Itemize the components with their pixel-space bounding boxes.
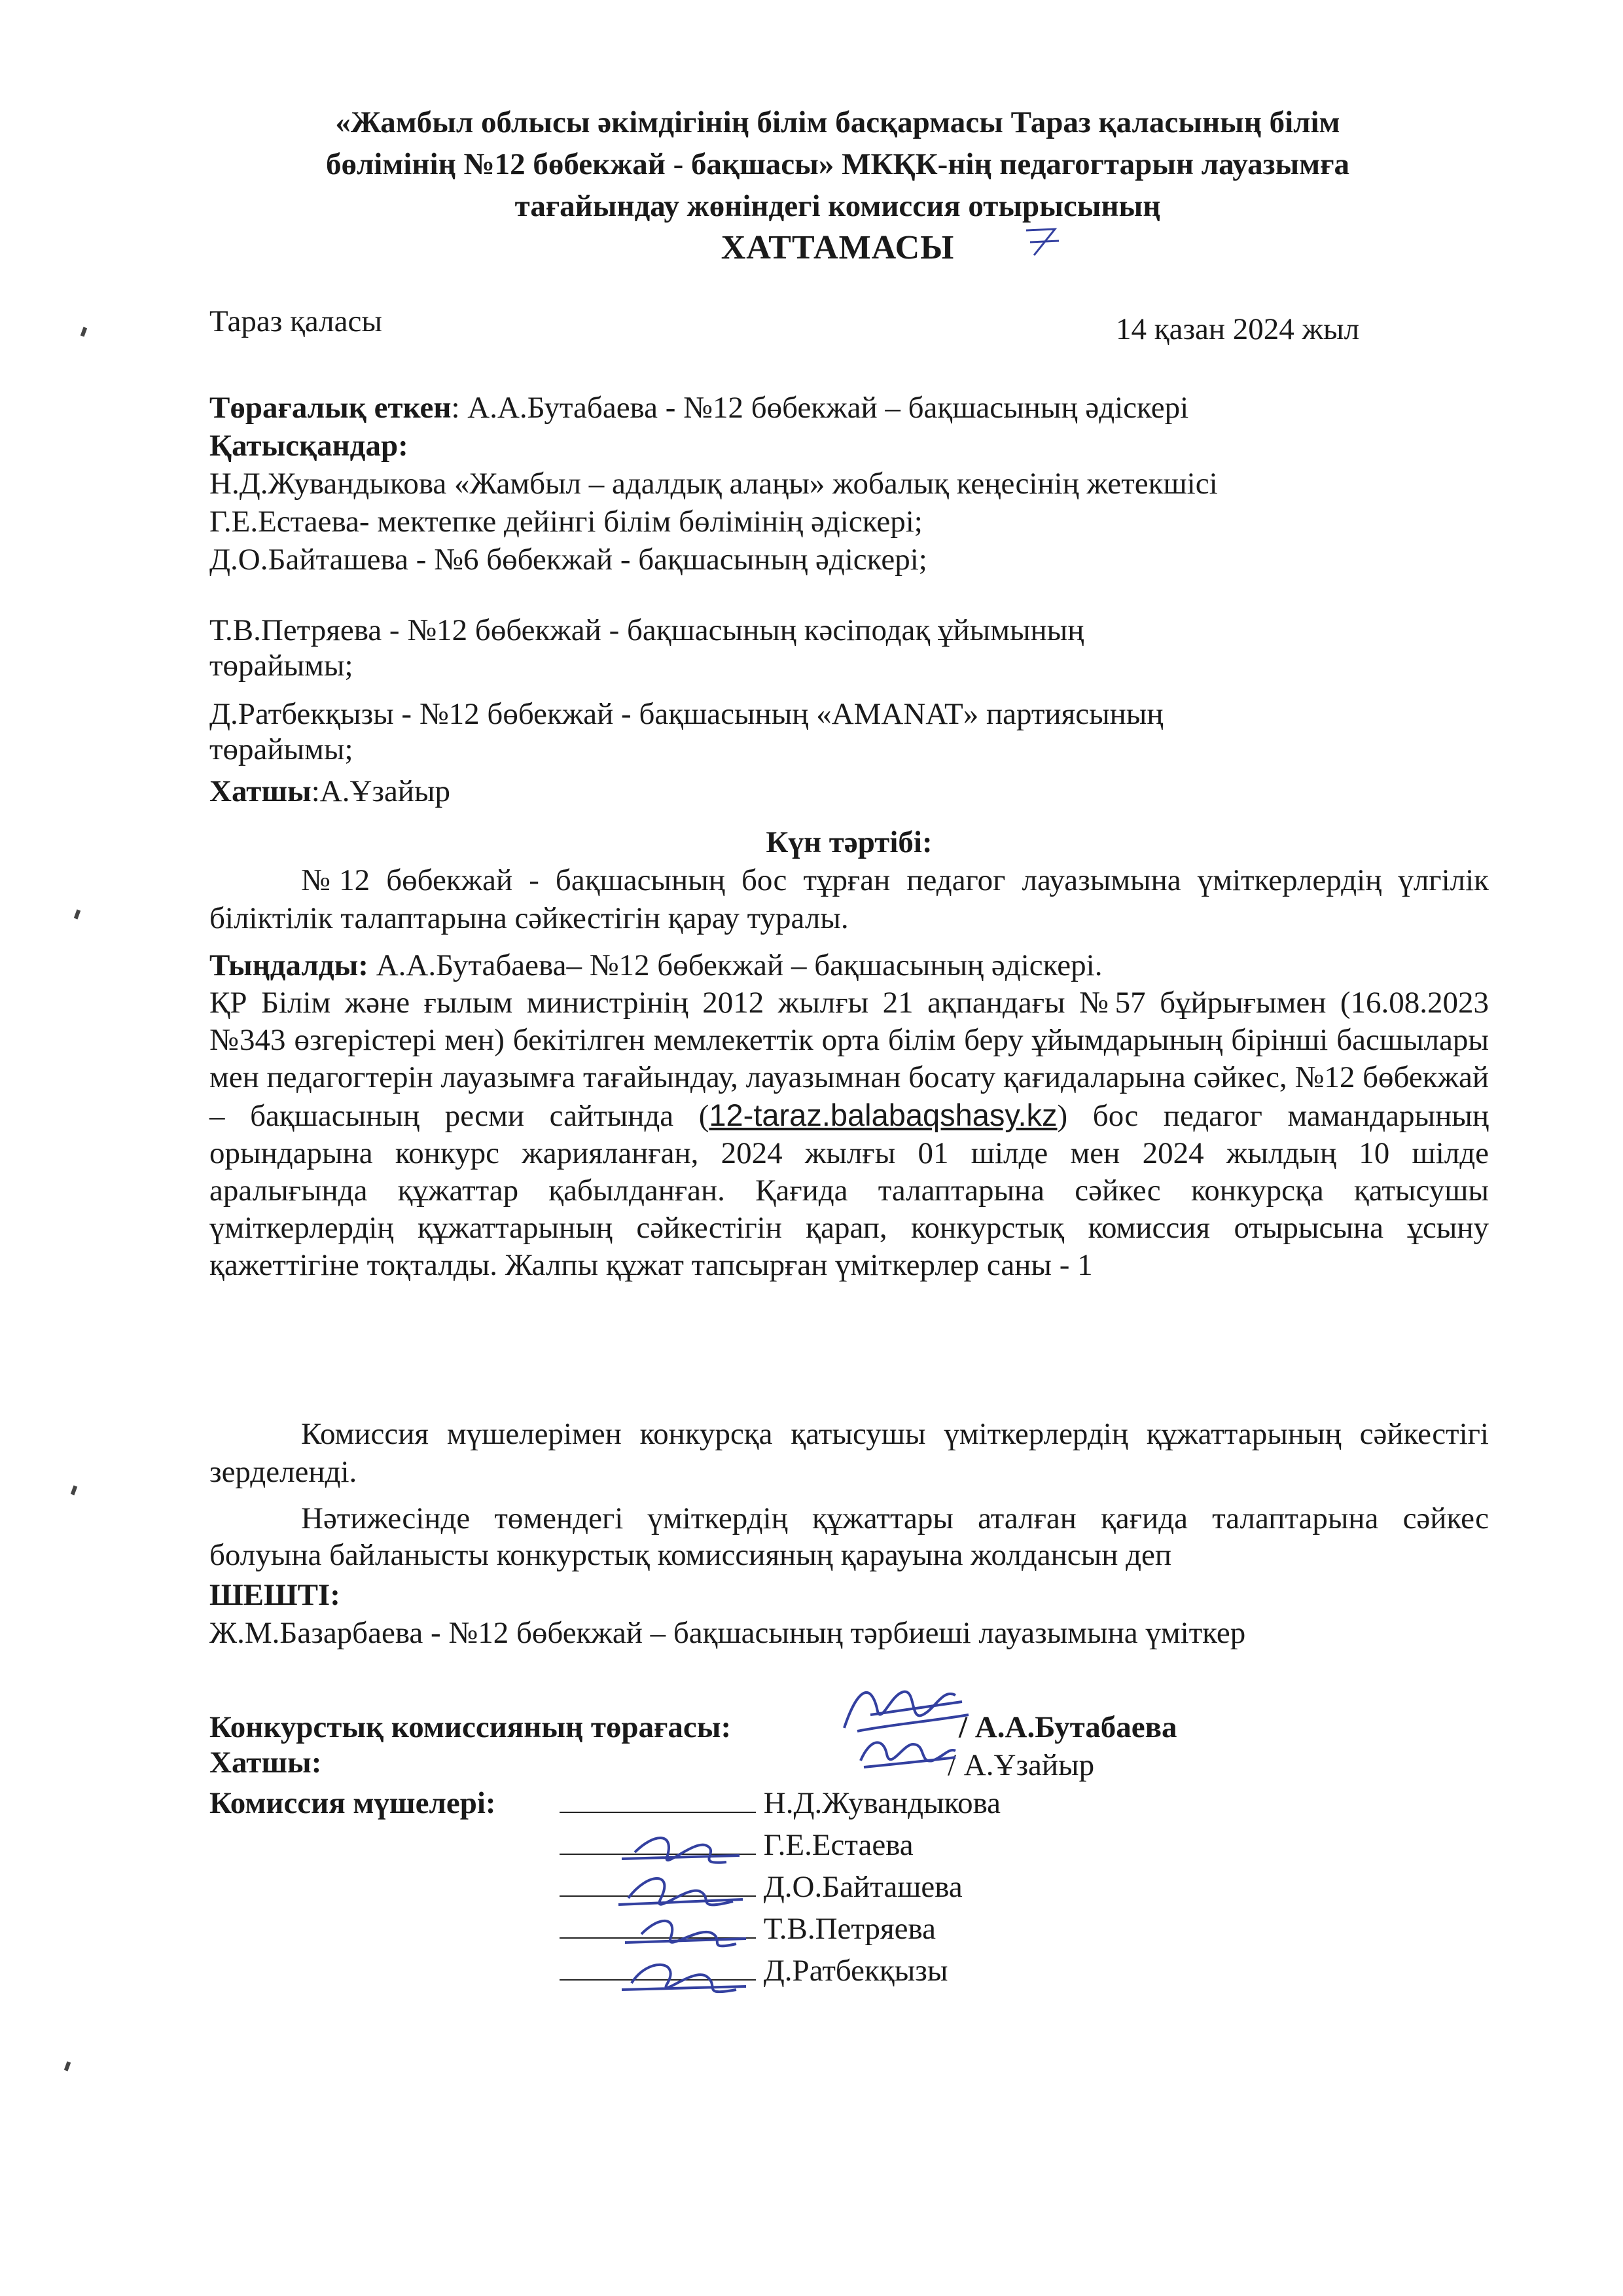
decision-label: ШЕШТІ: (209, 1578, 340, 1612)
chair-line (209, 389, 1188, 427)
member-signature-row (560, 1784, 1001, 1822)
participant-item: Т.В.Петряева - №12 бөбекжай - бақшасының кәсіподақ ұйымының (209, 613, 1084, 647)
margin-mark (71, 1485, 77, 1495)
handwritten-number-mark (1021, 223, 1067, 262)
members-handwritten-signatures (615, 1826, 759, 2009)
agenda-text: №12 бөбекжай - бақшасының бос тұрған педагог лауазымына үміткерлердің үлгілік біліктілік талаптарына сәйкестігін қарау туралы. (209, 863, 1489, 935)
participant-item: төрайымы; (209, 649, 353, 683)
member-name: Д.О.Байташева (763, 1870, 963, 1904)
participant-item: төрайымы; (209, 732, 353, 766)
secretary-label: Хатшы (209, 774, 312, 808)
signature-line (560, 1785, 756, 1813)
chair-value: : А.А.Бутабаева - №12 бөбекжай – бақшасының әдіскері (451, 391, 1189, 425)
body-paragraph-2: Комиссия мүшелерімен конкурсқа қатысушы үміткерлердің құжаттарының сәйкестігі зерделенді. (209, 1417, 1489, 1489)
document-header (196, 101, 1479, 269)
city-label: Тараз қаласы (209, 304, 382, 338)
margin-mark (74, 909, 80, 919)
body-paragraph-1-end: ) бос педагог мамандарының орындарына конкурс жарияланған, 2024 жылғы 01 шілде мен 2024 жылдың 10 шілде аралығында құжаттар қабылданған. Қағида талаптарына сәйкес конкурсқа қатысушы үміткерлердің құжаттарының сәйкестігін қарап, конкурстық комиссия отырысына ұсыну қажеттігіне тоқталды. Жалпы құжат тапсырған үміткерлер саны - 1 (209, 1099, 1489, 1282)
commission-secretary-label: Хатшы: (209, 1746, 322, 1780)
body-paragraph-3: Нәтижесінде төмендегі үміткердің құжаттары аталған қағида талаптарына сәйкес болуына байланысты конкурстық комиссияның қарауына жолдансын деп (209, 1501, 1489, 1572)
secretary-value: :А.Ұзайыр (311, 774, 451, 808)
member-name: Н.Д.Жувандыкова (763, 1786, 1001, 1820)
decision-text: Ж.М.Базарбаева - №12 бөбекжай – бақшасының тәрбиеші лауазымына үміткер (209, 1616, 1246, 1650)
header-line-3: тағайындау жөніндегі комиссия отырысының (514, 189, 1161, 223)
listened-line (209, 946, 1102, 984)
document-date: 14 қазан 2024 жыл (1116, 312, 1360, 346)
agenda-label: Күн тәртібі: (766, 825, 933, 859)
secretary-line (209, 772, 450, 810)
header-line-1: «Жамбыл облысы әкімдігінің білім басқармасы Тараз қаласының білім (335, 105, 1340, 139)
participant-item: Г.Е.Естаева- мектепке дейінгі білім бөлімінің әдіскері; (209, 505, 923, 539)
participant-item: Н.Д.Жувандыкова «Жамбыл – адалдық алаңы» жобалық кеңесінің жетекшісі (209, 467, 1218, 501)
margin-mark (64, 2061, 71, 2071)
member-name: Г.Е.Естаева (763, 1828, 914, 1862)
listened-value: А.А.Бутабаева– №12 бөбекжай – бақшасының әдіскері. (368, 948, 1103, 982)
commission-secretary-name: / А.Ұзайыр (948, 1748, 1095, 1782)
participant-item: Д.О.Байташева - №6 бөбекжай - бақшасының әдіскері; (209, 543, 927, 577)
chair-label: Төрағалық еткен (209, 391, 452, 425)
member-name: Т.В.Петряева (763, 1912, 936, 1946)
participant-item: Д.Ратбекқызы - №12 бөбекжай - бақшасының «AMANAT» партиясының (209, 697, 1164, 731)
participants-label: Қатысқандар: (209, 429, 408, 463)
body-paragraph-1-start: ҚР Білім және ғылым министрінің 2012 жылғы 21 ақпандағы №57 бұйрығымен (16.08.2023 №343 өзгерістері мен) бекітілген мемлекеттік орта білім беру ұйымдарының бірінші басшылары мен педагогтерін лауазымға тағайындау, лауазымнан босату қағидаларына сәйкес, №12 бөбекжай – бақшасының ресми сайтында ( (209, 986, 1489, 1133)
website-link[interactable]: 12-taraz.balabaqshasy.kz (709, 1098, 1058, 1132)
body-paragraph-1 (209, 984, 1489, 1284)
secretary-handwritten-signature (851, 1725, 962, 1780)
header-line-2: бөлімінің №12 бөбекжай - бақшасы» МКҚК-нің педагогтарын лауазымға (325, 147, 1350, 181)
commission-chair-name: / А.А.Бутабаева (959, 1710, 1177, 1744)
commission-members-label: Комиссия мүшелері: (209, 1786, 496, 1820)
document-title: ХАТТАМАСЫ (721, 229, 955, 266)
listened-label: Тыңдалды: (209, 948, 368, 982)
margin-mark (80, 327, 87, 336)
commission-chair-label: Конкурстық комиссияның төрағасы: (209, 1710, 732, 1744)
member-name: Д.Ратбекқызы (763, 1954, 948, 1988)
